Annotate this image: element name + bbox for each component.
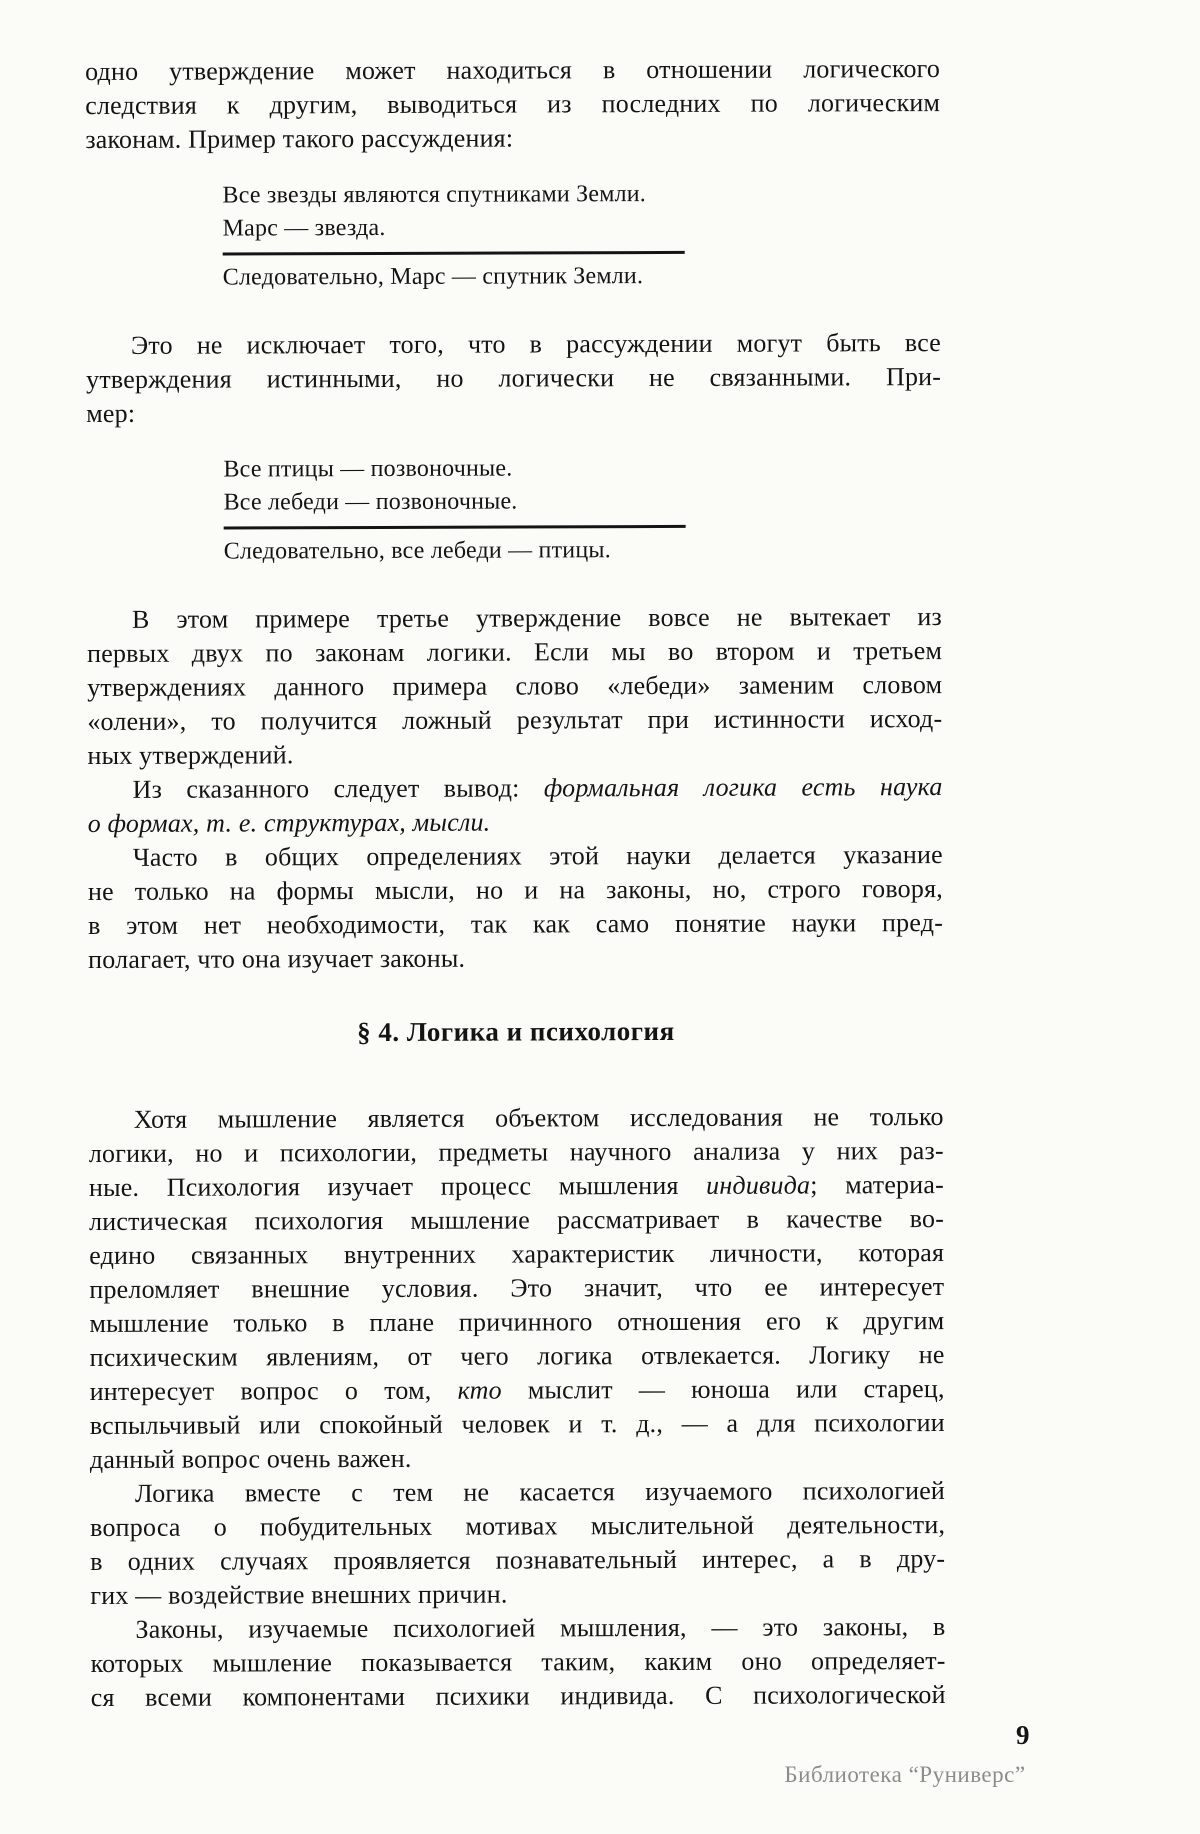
library-watermark: Библиотека “Руниверс” <box>784 1762 1026 1787</box>
syllogism-block <box>222 178 692 295</box>
text-line: психическим явлениям, от чего логика отвлекается. Логику не <box>89 1340 945 1372</box>
text-line: о формах, т. е. структурах, мысли. <box>87 807 491 838</box>
text-line: данный вопрос очень важен. <box>89 1443 412 1474</box>
text-line: в одних случаях проявляется познавательный интерес, а в дру- <box>90 1544 946 1576</box>
text-line: ные. Психология изучает процесс мышления индивида; материа- <box>88 1170 944 1202</box>
text-line: листическая психология мышление рассматривает в качестве во- <box>89 1204 945 1236</box>
text-line: утверждения истинными, но логически не связанными. При- <box>86 362 942 394</box>
text-line: Хотя мышление является объектом исследования не только <box>133 1102 944 1134</box>
inference-rule-line <box>223 251 685 256</box>
premise-line: Все птицы — позвоночные. <box>223 455 513 483</box>
text-line: не только на формы мысли, но и на законы, но, строго говоря, <box>87 874 943 906</box>
text-line: В этом примере третье утверждение вовсе не вытекает из <box>131 602 943 634</box>
text-line: Законы, изучаемые психологией мышления, — это законы, в <box>135 1612 946 1644</box>
text-line: ся всеми компонентами психики индивида. С психологической <box>90 1680 946 1712</box>
text-line: едино связанных внутренних характеристик личности, которая <box>89 1238 945 1270</box>
text-line: Из сказанного следует вывод: формальная логика есть наука <box>132 772 943 804</box>
text-line: вспыльчивый или спокойный человек и т. д., — а для психологии <box>89 1408 945 1440</box>
text-line: законам. Пример такого рассуждения: <box>85 123 514 154</box>
text-line: полагает, что она изучает законы. <box>88 943 466 974</box>
text-line: Логика вместе с тем не касается изучаемого психологией <box>134 1476 946 1508</box>
text-line: мер: <box>86 398 136 428</box>
text-line: одно утверждение может находиться в отношении логического <box>85 54 941 86</box>
text-line: мышление только в плане причинного отношения его к другим <box>89 1306 945 1338</box>
text-line: Часто в общих определениях этой науки делается указание <box>132 840 943 872</box>
premise-line: Все звезды являются спутниками Земли. <box>222 181 647 209</box>
text-line: Это не исключает того, что в рассуждении могут быть все <box>130 328 942 360</box>
syllogism-block <box>223 452 693 569</box>
text-line: в этом нет необходимости, так как само понятие науки пред- <box>87 908 944 940</box>
inference-rule-line <box>224 525 686 530</box>
premise-line: Марс — звезда. <box>222 214 386 242</box>
text-line: «олени», то получится ложный результат при истинности исход- <box>87 704 943 736</box>
text-line: логики, но и психологии, предметы научного анализа у них раз- <box>88 1136 944 1168</box>
text-line: интересует вопрос о том, кто мыслит — юноша или старец, <box>89 1374 945 1406</box>
text-line: следствия к другим, выводиться из последних по логическим <box>85 88 941 120</box>
conclusion-line: Следовательно, Марс — спутник Земли. <box>222 263 644 291</box>
page-number: 9 <box>1016 1720 1030 1750</box>
text-line: преломляет внешние условия. Это значит, что ее интересует <box>89 1272 945 1304</box>
conclusion-line: Следовательно, все лебеди — птицы. <box>223 537 611 565</box>
text-line: утверждениях данного примера слово «лебеди» заменим словом <box>87 670 943 702</box>
text-line: гих — воздействие внешних причин. <box>90 1579 508 1610</box>
premise-line: Все лебеди — позвоночные. <box>223 488 518 516</box>
text-line: которых мышление показывается таким, каким оно определяет- <box>90 1646 946 1678</box>
page-text <box>85 52 946 1715</box>
text-line: вопроса о побудительных мотивах мыслительной деятельности, <box>90 1510 946 1542</box>
text-line: первых двух по законам логики. Если мы во втором и третьем <box>87 636 943 668</box>
section-heading: § 4. Логика и психология <box>357 1015 675 1048</box>
text-line: ных утверждений. <box>87 740 294 770</box>
